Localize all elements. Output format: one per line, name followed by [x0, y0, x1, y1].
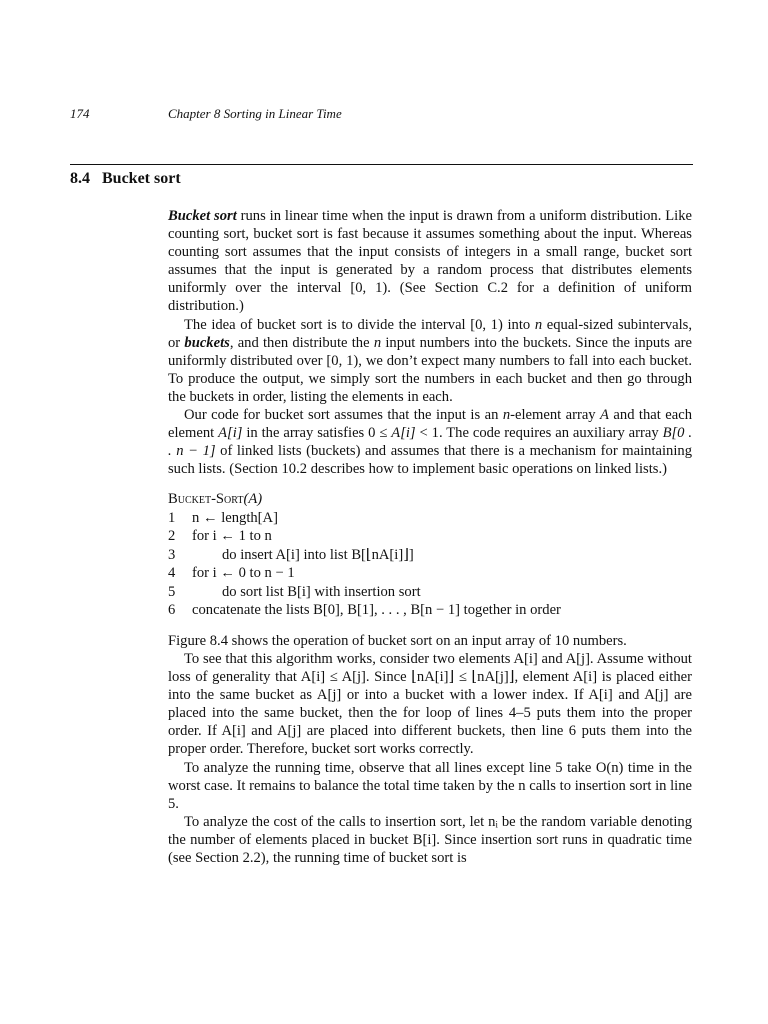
paragraph-insertion-cost: To analyze the cost of the calls to insertion sort, let nᵢ be the random variable denoting the number of elements placed in bucket B[i]. Since insertion sort runs in quadratic time (see Section 2.2), the running time of bucket sort is [168, 813, 692, 867]
paragraph-correctness: To see that this algorithm works, consider two elements A[i] and A[j]. Assume without loss of generality that A[i] ≤ A[j]. Since ⌊nA[i]⌋ ≤ ⌊nA[j]⌋, element A[i] is placed either into the same bucket as A[j] or into a bucket with a lower index. If A[i] and A[j] are placed into the same bucket, then the for loop of lines 4–5 puts them into the proper order. If A[i] and A[j] are placed into different buckets, then line 6 puts them into the proper order. Therefore, bucket sort works correctly. [168, 651, 692, 758]
algorithm-name: Bucket-Sort [168, 491, 244, 508]
paragraph-figure-ref: Figure 8.4 shows the operation of bucket sort on an input array of 10 numbers. [168, 632, 627, 649]
body-text [168, 207, 692, 867]
paragraph-idea: The idea of bucket sort is to divide the interval [0, 1) into n equal-sized subintervals, or buckets, and then distribute the n input numbers into the buckets. Since the inputs are uniformly distributed over [0, 1), we don’t expect many numbers to fall into each bucket. To produce the output, we simply sort the numbers in each bucket and then go through the buckets in order, listing the elements in each. [168, 316, 693, 405]
algorithm-line: 3 do insert A[i] into list B[⌊nA[i]⌋] [168, 546, 414, 563]
algorithm-arg: (A) [243, 491, 263, 508]
section-number: 8.4 [70, 170, 90, 187]
paragraph-code-assumptions: Our code for bucket sort assumes that the input is an n-element array A and that each element A[i] in the array satisfies 0 ≤ A[i] < 1. The code requires an auxiliary array B[0 . . n − 1] of linked lists (buckets) and assumes that there is a mechanism for maintaining such lists. (Section 10.2 describes how to implement basic operations on linked lists.) [168, 407, 693, 478]
chapter-title: Chapter 8 Sorting in Linear Time [168, 106, 342, 121]
algorithm-line: 2 for i ← 1 to n [168, 528, 272, 545]
term-bucket-sort: Bucket sort [168, 208, 237, 224]
algorithm-line: 4 for i ← 0 to n − 1 [168, 565, 295, 582]
section-rule [70, 164, 693, 165]
algorithm-line: 6 concatenate the lists B[0], B[1], . . . , B[n − 1] together in order [168, 602, 561, 619]
page-number: 174 [70, 106, 90, 121]
running-header [70, 106, 342, 122]
algorithm-header [168, 490, 692, 509]
algorithm-line: 5 do sort list B[i] with insertion sort [168, 583, 421, 600]
section-title: Bucket sort [102, 170, 181, 187]
paragraph-intro: Bucket sort runs in linear time when the input is drawn from a uniform distribution. Like counting sort, bucket sort is fast because it assumes something about the input. Whereas counting sort assumes that the input consists of integers in a small range, bucket sort assumes that the input is generated by a random process that distributes elements uniformly over the interval [0, 1). (See Section C.2 for a definition of uniform distribution.) [168, 208, 693, 315]
algorithm-line: 1 n ← length[A] [168, 509, 278, 526]
section-heading [70, 170, 181, 188]
paragraph-running-time: To analyze the running time, observe that all lines except line 5 take O(n) time in the worst case. It remains to balance the total time taken by the n calls to insertion sort in line 5. [168, 759, 692, 812]
term-buckets: buckets [184, 334, 230, 351]
algorithm-block [168, 490, 692, 620]
